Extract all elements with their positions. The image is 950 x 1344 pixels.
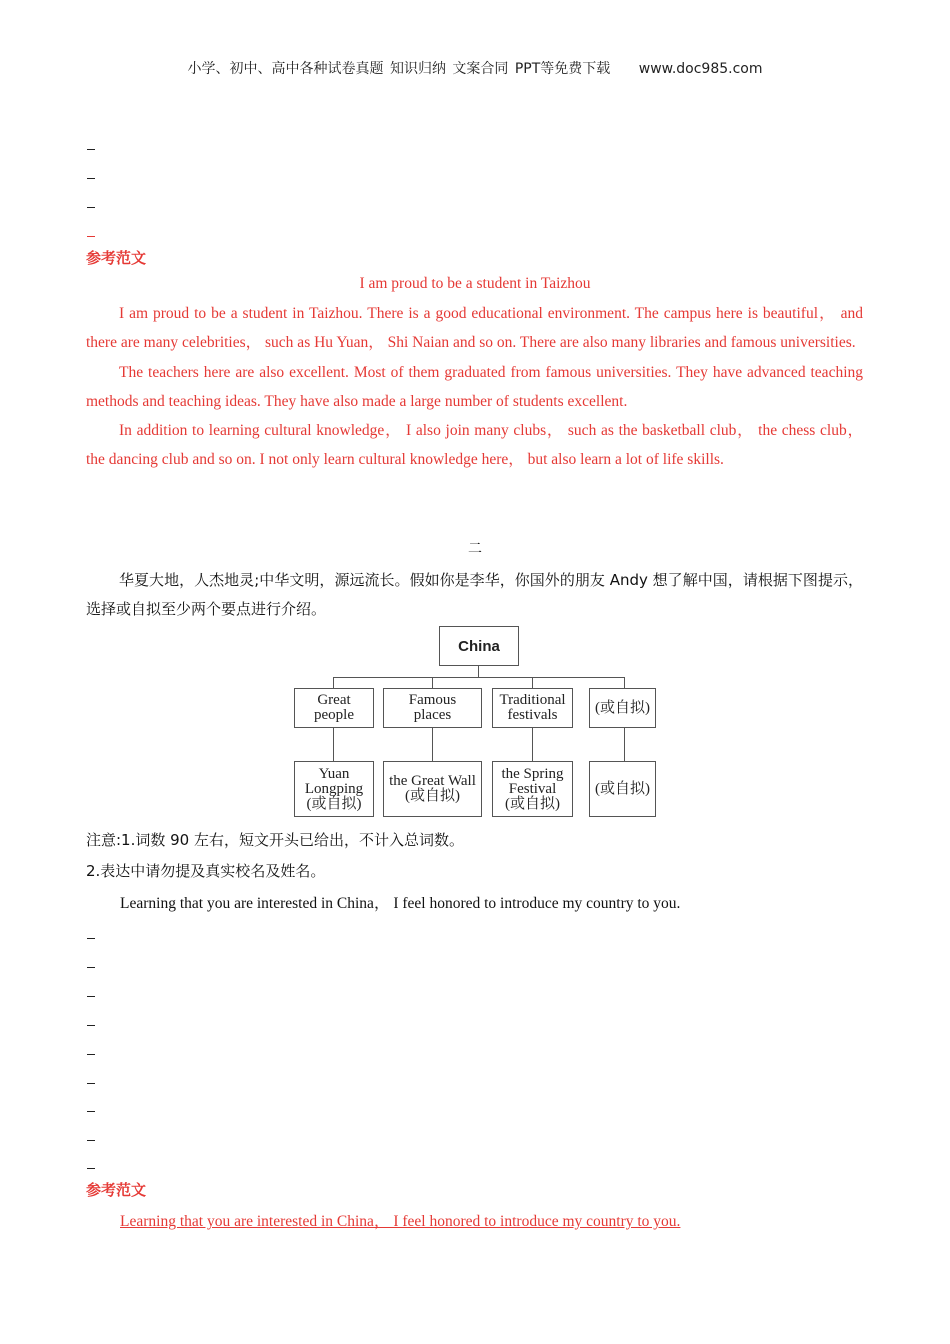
- connector-line: [333, 677, 625, 678]
- blank-line: [87, 207, 95, 208]
- connector-line: [624, 677, 625, 688]
- category-node: Great people: [294, 688, 374, 728]
- connector-line: [532, 727, 533, 761]
- example-node: the Great Wall (或自拟): [383, 761, 482, 817]
- page-header: [0, 58, 950, 78]
- blank-line: [87, 996, 95, 997]
- blank-line: [87, 1054, 95, 1055]
- note-names: 2.表达中请勿提及真实校名及姓名。: [86, 862, 326, 880]
- blank-line: [87, 1025, 95, 1026]
- connector-line: [478, 665, 479, 677]
- connector-line: [432, 727, 433, 761]
- blank-line: [87, 967, 95, 968]
- blank-line: [87, 1083, 95, 1084]
- blank-line: [87, 236, 95, 237]
- writing-prompt: 华夏大地，人杰地灵;中华文明，源远流长。假如你是李华，你国外的朋友 Andy 想了解中国，请根据下图提示，选择或自拟至少两个要点进行介绍。: [86, 571, 863, 618]
- essay-paragraph: I am proud to be a student in Taizhou. There is a good educational environment. The campus here is beautiful， and there are many celebrities， such as Hu Yuan， Shi Naian and so on. There are also many libraries and famous universities.: [86, 305, 863, 352]
- section-number: 二: [468, 541, 482, 557]
- connector-line: [624, 727, 625, 761]
- answer-opening: Learning that you are interested in China， I feel honored to introduce my country to you.: [120, 1213, 681, 1230]
- example-node: the Spring Festival (或自拟): [492, 761, 573, 817]
- blank-line: [87, 1168, 95, 1169]
- essay-paragraph: In addition to learning cultural knowledge， I also join many clubs， such as the basketball club， the chess club， the dancing club and so on. I not only learn cultural knowledge here， but also learn a lot of life skills.: [86, 422, 863, 469]
- connector-line: [432, 677, 433, 688]
- category-node: Traditional festivals: [492, 688, 573, 728]
- essay-body: [86, 299, 863, 475]
- blank-line: [87, 1111, 95, 1112]
- connector-line: [333, 727, 334, 761]
- diagram-root: China: [439, 626, 519, 666]
- connector-line: [532, 677, 533, 688]
- answer-label: 参考范文: [86, 1181, 147, 1199]
- connector-line: [333, 677, 334, 688]
- essay-title: I am proud to be a student in Taizhou: [359, 275, 591, 292]
- example-node: Yuan Longping (或自拟): [294, 761, 374, 817]
- blank-line: [87, 178, 95, 179]
- essay-opening: Learning that you are interested in China， I feel honored to introduce my country to you.: [120, 895, 681, 912]
- blank-line: [87, 1140, 95, 1141]
- blank-line: [87, 149, 95, 150]
- header-url[interactable]: www.doc985.com: [638, 61, 763, 77]
- note-word-count: 注意:1.词数 90 左右，短文开头已给出，不计入总词数。: [86, 831, 464, 849]
- answer-label: 参考范文: [86, 249, 147, 267]
- essay-paragraph: The teachers here are also excellent. Most of them graduated from famous universities. They have advanced teaching methods and teaching ideas. They have also made a large number of students excellent.: [86, 363, 863, 410]
- header-text: 小学、初中、高中各种试卷真题 知识归纳 文案合同 PPT等免费下载: [187, 61, 611, 77]
- category-node: (或自拟): [589, 688, 656, 728]
- blank-line: [87, 938, 95, 939]
- category-node: Famous places: [383, 688, 482, 728]
- example-node: (或自拟): [589, 761, 656, 817]
